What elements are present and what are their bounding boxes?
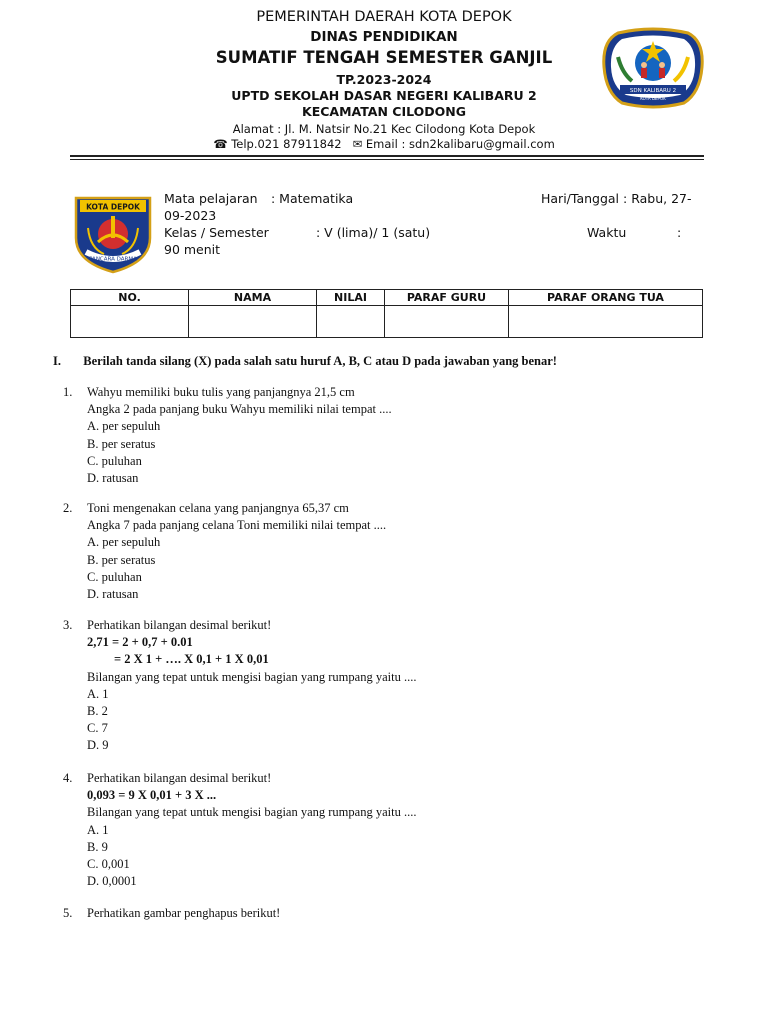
question-text: Perhatikan bilangan desimal berikut!: [87, 771, 272, 785]
header-rule-thick: [70, 155, 704, 157]
option-a[interactable]: A. per sepuluh: [87, 419, 161, 434]
duration-value: 90 menit: [164, 242, 221, 257]
question-3: [63, 617, 713, 755]
question-number: 2.: [63, 501, 73, 515]
option-c[interactable]: C. puluhan: [87, 453, 142, 468]
option-c[interactable]: C. puluhan: [87, 569, 142, 584]
city-logo-motto: PANCARA DARMA: [89, 256, 137, 263]
option-c[interactable]: C. 0,001: [87, 857, 130, 872]
district-name: KECAMATAN CILODONG: [302, 104, 466, 119]
question-5: [63, 905, 713, 922]
question-text: Toni mengenakan celana yang panjangnya 65,37 cm: [87, 501, 349, 515]
section-number: I.: [53, 354, 61, 368]
question-number: 1.: [63, 385, 73, 399]
date-label: Hari/Tanggal : Rabu, 27-: [541, 191, 692, 206]
option-d[interactable]: D. 0,0001: [87, 874, 137, 889]
question-1: [63, 384, 713, 487]
header-department: DINAS PENDIDIKAN: [310, 29, 458, 45]
option-a[interactable]: A. per sepuluh: [87, 535, 161, 550]
question-2: [63, 500, 713, 603]
school-logo-text: SDN KALIBARU 2: [629, 88, 677, 94]
question-prompt: Bilangan yang tepat untuk mengisi bagian yang rumpang yaitu ....: [87, 669, 417, 684]
city-logo: [74, 194, 152, 274]
section-instruction: [53, 354, 557, 369]
cell-teacher-sign[interactable]: [385, 306, 509, 338]
school-year: TP.2023-2024: [336, 72, 432, 87]
phone-icon: ☎: [213, 137, 228, 151]
subject-label: Mata pelajaran: [164, 191, 258, 206]
cell-name[interactable]: [189, 306, 317, 338]
cell-score[interactable]: [317, 306, 385, 338]
question-number: 4.: [63, 771, 73, 785]
school-logo-subtext: KOTA DEPOK: [640, 96, 666, 101]
option-b[interactable]: B. per seratus: [87, 436, 156, 451]
equation-line: 0,093 = 9 X 0,01 + 3 X ...: [87, 788, 217, 803]
col-no: NO.: [71, 290, 189, 306]
option-d[interactable]: D. ratusan: [87, 587, 139, 602]
header-rule-thin: [70, 159, 704, 160]
question-4: [63, 770, 713, 890]
col-parent-sign: PARAF ORANG TUA: [509, 290, 703, 306]
email-address: Email : sdn2kalibaru@gmail.com: [365, 137, 555, 151]
question-text: Angka 7 pada panjang celana Toni memiliki nilai tempat ....: [87, 518, 387, 533]
school-logo: [600, 27, 706, 109]
option-a[interactable]: A. 1: [87, 822, 109, 837]
exam-title: SUMATIF TENGAH SEMESTER GANJIL: [215, 48, 553, 67]
option-c[interactable]: C. 7: [87, 721, 108, 736]
option-b[interactable]: B. 2: [87, 704, 108, 719]
duration-colon: :: [677, 225, 682, 240]
option-a[interactable]: A. 1: [87, 686, 109, 701]
class-semester-value: : V (lima)/ 1 (satu): [316, 225, 431, 240]
grade-table-header: [71, 290, 703, 306]
phone-number: Telp.021 87911842: [231, 137, 342, 151]
question-number: 3.: [63, 618, 73, 632]
question-text: Perhatikan bilangan desimal berikut!: [87, 618, 272, 632]
grade-table: [70, 289, 703, 338]
subject-value: : Matematika: [271, 191, 354, 206]
question-text: Perhatikan gambar penghapus berikut!: [87, 906, 281, 920]
city-logo-banner: KOTA DEPOK: [86, 202, 140, 212]
option-b[interactable]: B. 9: [87, 839, 108, 854]
equation-line: 2,71 = 2 + 0,7 + 0.01: [87, 635, 193, 650]
cell-parent-sign[interactable]: [509, 306, 703, 338]
col-teacher-sign: PARAF GURU: [385, 290, 509, 306]
question-text: Wahyu memiliki buku tulis yang panjangnya 21,5 cm: [87, 385, 355, 399]
cell-no[interactable]: [71, 306, 189, 338]
class-semester-label: Kelas / Semester: [164, 225, 269, 240]
option-b[interactable]: B. per seratus: [87, 552, 156, 567]
grade-table-row: [71, 306, 703, 338]
duration-label: Waktu: [587, 225, 627, 240]
school-address: Alamat : Jl. M. Natsir No.21 Kec Cilodong Kota Depok: [232, 122, 536, 136]
school-name: UPTD SEKOLAH DASAR NEGERI KALIBARU 2: [231, 88, 537, 103]
date-continued: 09-2023: [164, 208, 217, 223]
equation-line: = 2 X 1 + …. X 0,1 + 1 X 0,01: [114, 652, 269, 667]
contact-line: [0, 137, 768, 151]
email-icon: ✉: [352, 137, 363, 151]
col-score: NILAI: [317, 290, 385, 306]
header-government: PEMERINTAH DAERAH KOTA DEPOK: [256, 9, 512, 25]
option-d[interactable]: D. 9: [87, 738, 109, 753]
col-name: NAMA: [189, 290, 317, 306]
question-text: Angka 2 pada panjang buku Wahyu memiliki nilai tempat ....: [87, 402, 392, 417]
option-d[interactable]: D. ratusan: [87, 471, 139, 486]
question-number: 5.: [63, 906, 73, 920]
question-prompt: Bilangan yang tepat untuk mengisi bagian yang rumpang yaitu ....: [87, 805, 417, 820]
instruction-text: Berilah tanda silang (X) pada salah satu huruf A, B, C atau D pada jawaban yang benar!: [83, 354, 557, 368]
